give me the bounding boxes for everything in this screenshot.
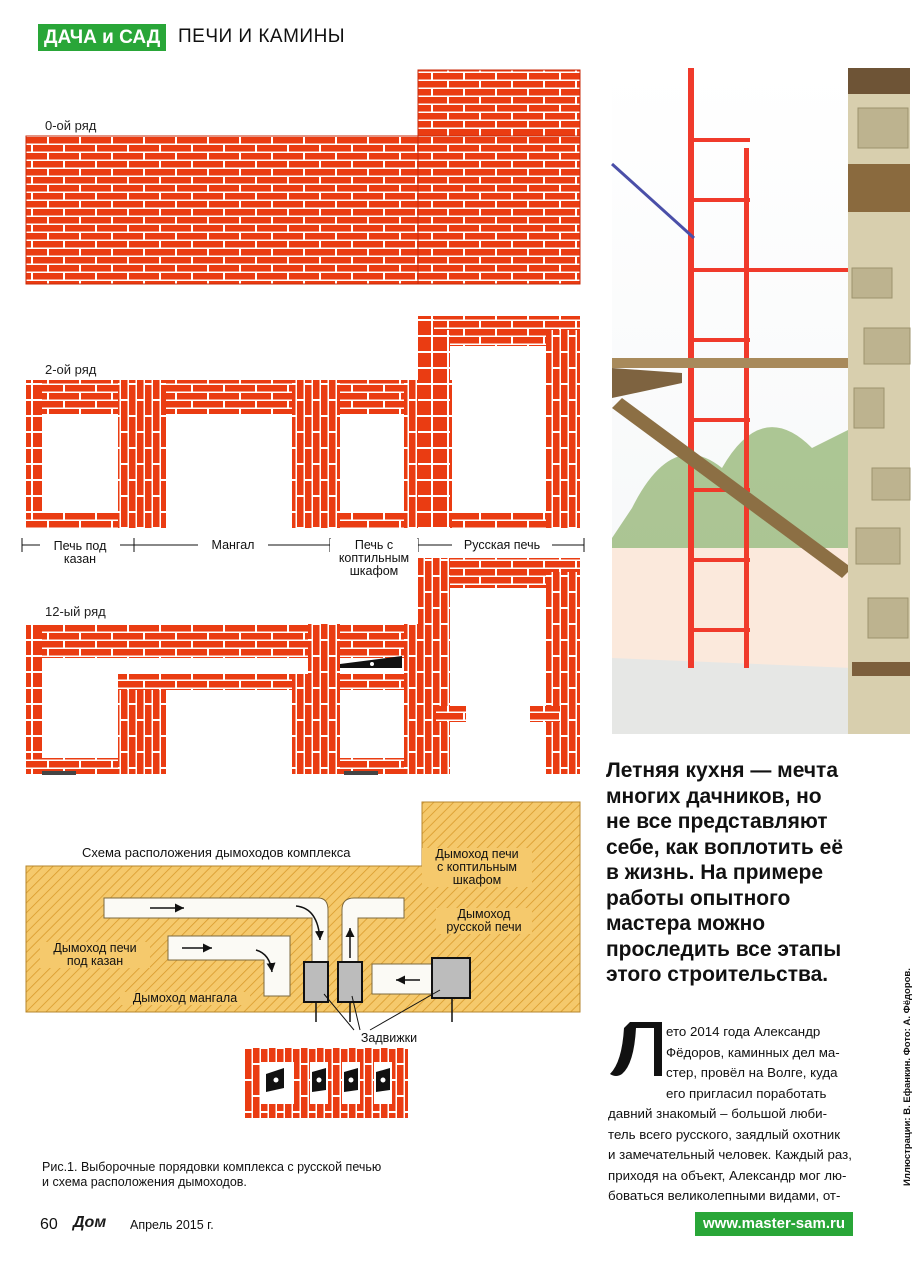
body-text: ето 2014 года Александр Фёдоров, каминных дел ма- стер, провёл на Волге, куда его пригласил поработать давний знакомый – большой люби- тель всего русского, заядлый охотник и замечательный человек. Каждый раз, приходя на объект, Александр мог лю- боваться великолепными видами, от- [608,1024,852,1203]
damper-detail [244,1048,408,1118]
label-smoke-smoker: Дымоход печи с коптильным шкафом [422,848,532,887]
segment-grill-label: Мангал [198,539,268,552]
figure-caption: Рис.1. Выборочные порядовки комплекса с русской печью и схема расположения дымоходов. [42,1160,382,1189]
row-2-plan [26,316,580,528]
row-0-plan [26,70,580,284]
label-smoke-russian: Дымоход русской печи [436,908,532,934]
segment-smoker-label: Печь с коптильным шкафом [330,539,418,578]
page-number: 60 [40,1216,58,1233]
segment-russian-label: Русская печь [452,539,552,552]
label-smoke-pot: Дымоход печи под казан [40,942,150,968]
section-badge: ДАЧА и САД [38,24,166,51]
row-0-label: 0-ой ряд [45,118,97,133]
website-link[interactable]: www.master-sam.ru [695,1212,853,1236]
credits: Иллюстрации: В. Ефанкин. Фото: А. Фёдоров. [902,968,913,1186]
row-12-label: 12-ый ряд [45,604,106,619]
row-2-label: 2-ой ряд [45,362,97,377]
segment-pot-label: Печь под казан [40,540,120,566]
scheme-title: Схема расположения дымоходов комплекса [82,845,351,860]
label-dampers: Задвижки [360,1031,418,1045]
construction-photo [612,68,910,734]
magazine-logo: Дом [73,1214,107,1231]
issue-date: Апрель 2015 г. [130,1218,214,1232]
row-12-plan [26,558,580,775]
rubric-title: ПЕЧИ И КАМИНЫ [178,26,346,47]
label-smoke-grill: Дымоход мангала [120,992,250,1005]
lead-paragraph: Летняя кухня — мечта многих дачников, но не все представляют себе, как воплотить её в жизнь. На примере работы опытного мастера можно проследить все этапы этого строительства. [606,759,844,986]
